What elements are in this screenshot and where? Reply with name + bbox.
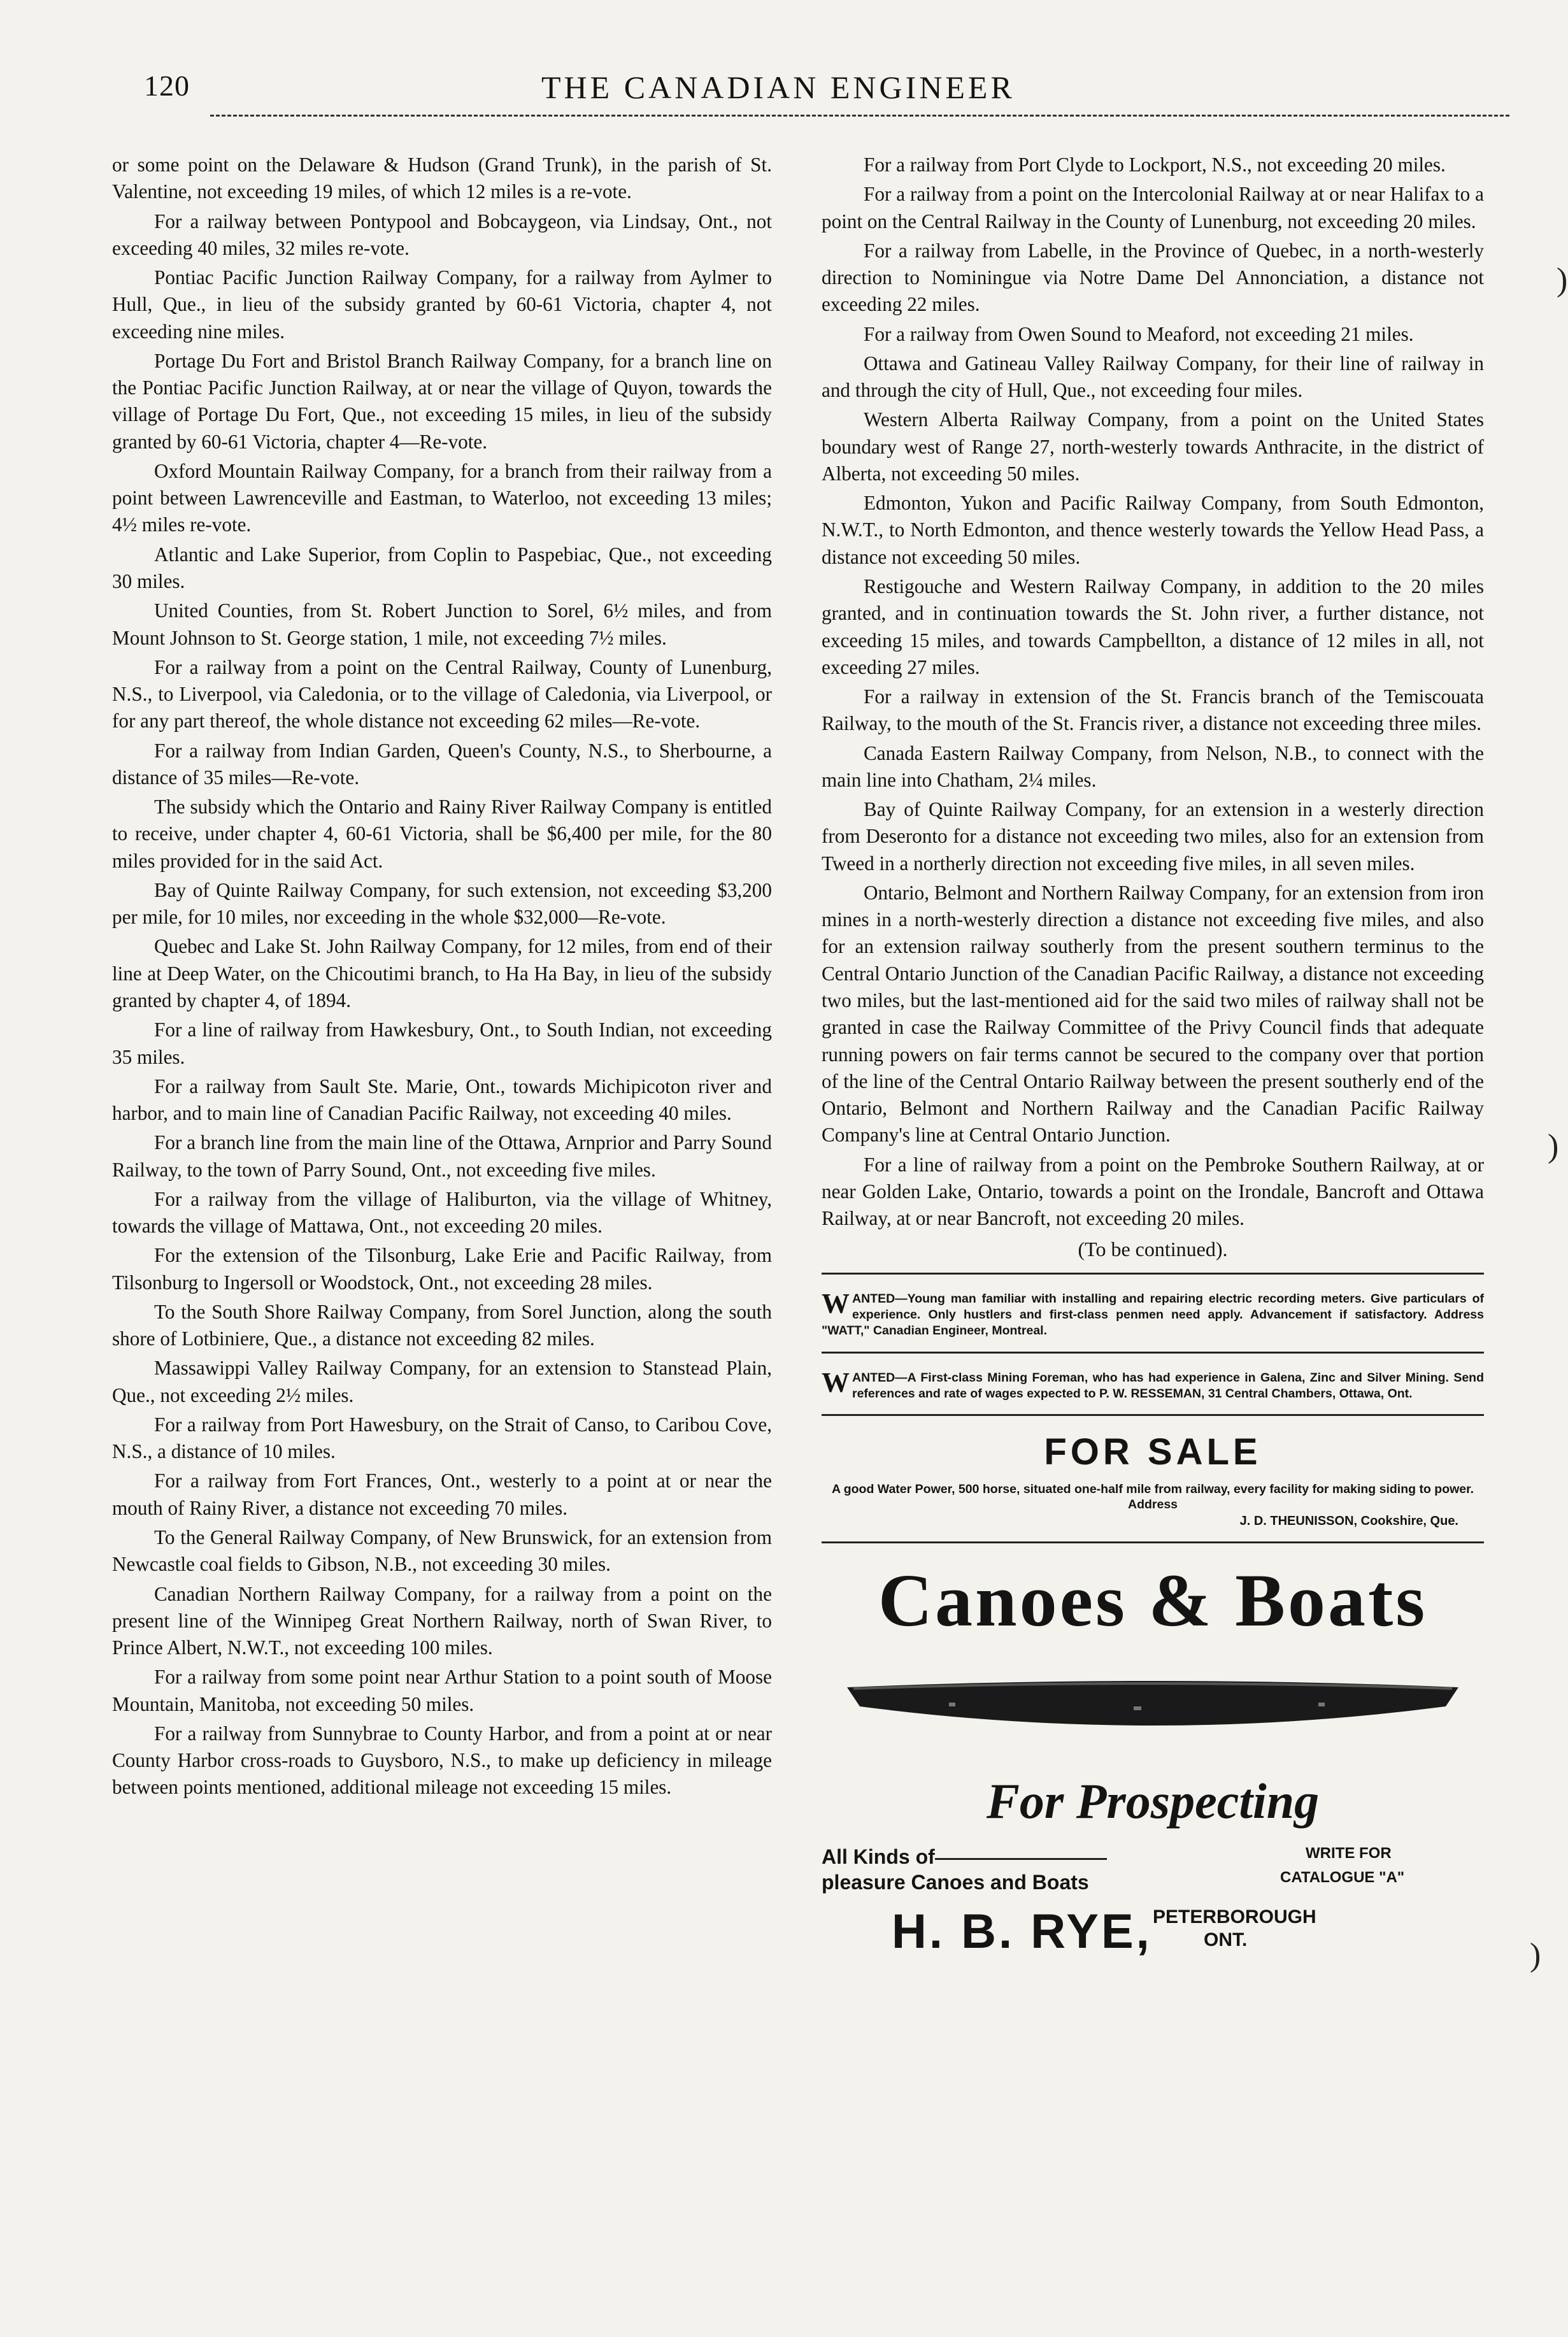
kinds-text: All Kinds of: [822, 1845, 935, 1869]
paragraph: For a railway from the village of Haliburton, via the village of Whitney, towards the village of Mattawa, Ont., not exceeding 20 miles.: [112, 1187, 772, 1238]
divider: [822, 1352, 1484, 1354]
paragraph: Portage Du Fort and Bristol Branch Railway Company, for a branch line on the Pontiac Pacific Junction Railway, at or near the village of Quyon, towards the village of Portage Du Fort, Que., not exceeding 15 miles, in lieu of the subsidy granted by 60-61 Victoria, chapter 4—Re-vote.: [112, 349, 772, 453]
canoes-details: [822, 1843, 1484, 1894]
kinds-line: [822, 1843, 1107, 1871]
continued-note: (To be continued).: [1078, 1238, 1228, 1261]
maker-name: H. B. RYE,: [892, 1905, 1152, 1959]
paragraph: For a branch line from the main line of the Ottawa, Arnprior and Parry Sound Railway, to the town of Parry Sound, Ont., not exceeding five miles.: [112, 1131, 772, 1181]
maker-province: ONT.: [1204, 1929, 1248, 1951]
paragraph: Quebec and Lake St. John Railway Company, for 12 miles, from end of their line at Deep Water, on the Chicoutimi branch, to Ha Ha Bay, in lieu of the subsidy granted by chapter 4, of 1894.: [112, 935, 772, 1011]
paragraph: Oxford Mountain Railway Company, for a branch from their railway from a point between Lawrenceville and Eastman, to Waterloo, not exceeding 13 miles; 4½ miles re-vote.: [112, 459, 772, 536]
paragraph: Pontiac Pacific Junction Railway Company, for a railway from Aylmer to Hull, Que., in lieu of the subsidy granted by 60-61 Victoria, chapter 4, not exceeding nine miles.: [112, 266, 772, 343]
paragraph: United Counties, from St. Robert Junction to Sorel, 6½ miles, and from Mount Johnson to St. George station, 1 mile, not exceeding 7½ miles.: [112, 599, 772, 649]
paragraph: For a railway from Fort Frances, Ont., westerly to a point at or near the mouth of Rainy River, a distance not exceeding 70 miles.: [112, 1469, 772, 1519]
canoes-ad: [822, 1550, 1484, 1964]
page-number: 120: [144, 69, 190, 102]
maker-line: [822, 1899, 1484, 1963]
canoes-subtitle: For Prospecting: [986, 1773, 1320, 1829]
paragraph: Canada Eastern Railway Company, from Nelson, N.B., to connect with the main line into Chatham, 2¼ miles.: [822, 741, 1484, 791]
paragraph: or some point on the Delaware & Hudson (Grand Trunk), in the parish of St. Valentine, not exceeding 19 miles, of which 12 miles is a re-vote.: [112, 154, 772, 203]
fill-rule: [935, 1858, 1107, 1860]
wanted-ad-mining: [822, 1359, 1484, 1410]
paragraph: For a railway from Indian Garden, Queen's County, N.S., to Sherbourne, a distance of 35 miles—Re-vote.: [112, 739, 772, 789]
wanted-ad-text: ANTED—A First-class Mining Foreman, who has had experience in Galena, Zinc and Silver Mining. Send references and rate of wages expected to P. W. RESSEMAN, 31 Central Chambers, Ottawa, Ont.: [852, 1370, 1484, 1401]
paragraph: For a railway from some point near Arthur Station to a point south of Moose Mountain, Manitoba, not exceeding 50 miles.: [112, 1666, 772, 1715]
pleasure-line: pleasure Canoes and Boats: [822, 1871, 1089, 1894]
paragraph: For a railway in extension of the St. Francis branch of the Temiscouata Railway, to the mouth of the St. Francis river, a distance not exceeding three miles.: [822, 685, 1484, 735]
for-sale-ad: [822, 1427, 1484, 1529]
left-column: [112, 152, 772, 1804]
paragraph: Canadian Northern Railway Company, for a railway from a point on the present line of the Winnipeg Great Northern Railway, north of Swan River, to Prince Albert, N.W.T., not exceeding 100 miles.: [112, 1582, 772, 1659]
paragraph: For a railway from Labelle, in the Province of Quebec, in a north-westerly direction to Nominingue via Notre Dame Del Annonciation, a distance not exceeding 22 miles.: [822, 239, 1484, 316]
paragraph: For a railway from Port Clyde to Lockport, N.S., not exceeding 20 miles.: [864, 154, 1446, 176]
paragraph: Edmonton, Yukon and Pacific Railway Company, from South Edmonton, N.W.T., to North Edmonton, and thence westerly towards the Yellow Head Pass, a distance not exceeding 50 miles.: [822, 492, 1484, 568]
paragraph: Atlantic and Lake Superior, from Coplin to Paspebiac, Que., not exceeding 30 miles.: [112, 543, 772, 592]
write-for: WRITE FOR: [1306, 1845, 1392, 1862]
paragraph: For the extension of the Tilsonburg, Lake Erie and Pacific Railway, from Tilsonburg to Ingersoll or Woodstock, Ont., not exceeding 28 miles.: [112, 1244, 772, 1294]
margin-mark: ): [1548, 1128, 1559, 1164]
running-title: THE CANADIAN ENGINEER: [541, 69, 1015, 105]
paragraph: To the South Shore Railway Company, from Sorel Junction, along the south shore of Lotbiniere, Que., a distance not exceeding 82 miles.: [112, 1300, 772, 1350]
right-column: [822, 152, 1484, 1963]
paragraph: For a line of railway from Hawkesbury, Ont., to South Indian, not exceeding 35 miles.: [112, 1018, 772, 1068]
paragraph: Massawippi Valley Railway Company, for an extension to Stanstead Plain, Que., not exceeding 2½ miles.: [112, 1357, 772, 1406]
paragraph: Restigouche and Western Railway Company, in addition to the 20 miles granted, and in continuation towards the St. John river, a further distance, not exceeding 15 miles, and towards Campbellton, a distance of 12 miles in all, not exceeding 27 miles.: [822, 575, 1484, 678]
paragraph: To the General Railway Company, of New Brunswick, for an extension from Newcastle coal fields to Gibson, N.B., not exceeding 30 miles.: [112, 1526, 772, 1576]
divider: [822, 1273, 1484, 1275]
paragraph: Ottawa and Gatineau Valley Railway Company, for their line of railway in and through the city of Hull, Que., not exceeding four miles.: [822, 352, 1484, 402]
paragraph: For a railway from a point on the Intercolonial Railway at or near Halifax to a point on the Central Railway in the County of Lunenburg, not exceeding 20 miles.: [822, 183, 1484, 232]
maker-city: PETERBOROUGH: [1153, 1906, 1316, 1928]
drop-initial: W: [822, 1287, 850, 1319]
paragraph: Bay of Quinte Railway Company, for an extension in a westerly direction from Deseronto for a distance not exceeding two miles, also for an extension from Tweed in a northerly direction not exceeding five miles, in all seven miles.: [822, 798, 1484, 875]
paragraph: Ontario, Belmont and Northern Railway Company, for an extension from iron mines in a north-westerly direction a distance not exceeding five miles, and also for an extension railway southerly from the present southern terminus to the Central Ontario Junction of the Canadian Pacific Railway, a distance not exceeding two miles, but the last-mentioned aid for the said two miles of railway shall not be granted in case the Railway Committee of the Privy Council finds that adequate running powers on fair terms cannot be secured to the company over that portion of the line of the Central Ontario Railway between the present southerly end of the Ontario, Belmont and Northern Railway and the Canadian Pacific Railway Company's line at Central Ontario Junction.: [822, 881, 1484, 1147]
paragraph: For a railway between Pontypool and Bobcaygeon, via Lindsay, Ont., not exceeding 40 miles, 32 miles re-vote.: [112, 210, 772, 259]
margin-mark: ): [1530, 1937, 1541, 1973]
divider: [822, 1414, 1484, 1416]
paragraph: Bay of Quinte Railway Company, for such extension, not exceeding $3,200 per mile, for 10 miles, nor exceeding in the whole $32,000—Re-vote.: [112, 878, 772, 929]
canoes-title: Canoes & Boats: [878, 1558, 1428, 1642]
paragraph: For a line of railway from a point on the Pembroke Southern Railway, at or near Golden Lake, Ontario, towards a point on the Irondale, Bancroft and Ottawa Railway, at or near Bancroft, not exceeding 20 miles.: [822, 1153, 1484, 1230]
for-sale-title: FOR SALE: [1044, 1431, 1262, 1473]
wanted-ad-text: ANTED—Young man familiar with installing and repairing electric recording meters. Give particulars of experience. Only hustlers and first-class penmen need apply. Advancement if satisfactory. Address "WATT," Canadian Engineer, Montreal.: [822, 1291, 1484, 1338]
divider: [822, 1541, 1484, 1543]
for-sale-body: A good Water Power, 500 horse, situated one-half mile from railway, every facility for making siding to power. Address: [831, 1482, 1474, 1512]
catalogue: CATALOGUE "A": [1280, 1869, 1405, 1887]
paragraph: For a railway from Sault Ste. Marie, Ont., towards Michipicoton river and harbor, and to main line of Canadian Pacific Railway, not exceeding 40 miles.: [112, 1075, 772, 1125]
paragraph: Western Alberta Railway Company, from a point on the United States boundary west of Range 27, north-westerly towards Anthracite, in the district of Alberta, not exceeding 50 miles.: [822, 408, 1484, 485]
paragraph: For a railway from Owen Sound to Meaford, not exceeding 21 miles.: [864, 322, 1414, 345]
canoe-illustration: [834, 1662, 1471, 1751]
wanted-ad-electric: [822, 1280, 1484, 1347]
for-sale-address: J. D. THEUNISSON, Cookshire, Que.: [1239, 1513, 1458, 1528]
margin-mark: ): [1557, 262, 1568, 298]
paragraph: For a railway from Port Hawesbury, on the Strait of Canso, to Caribou Cove, N.S., a distance of 10 miles.: [112, 1413, 772, 1463]
drop-initial: W: [822, 1366, 850, 1398]
paragraph: For a railway from a point on the Central Railway, County of Lunenburg, N.S., to Liverpool, via Caledonia, or to the village of Caledonia, via Liverpool, or for any part thereof, the whole distance not exceeding 62 miles—Re-vote.: [112, 655, 772, 733]
header-rule: [210, 115, 1509, 123]
paragraph: For a railway from Sunnybrae to County Harbor, and from a point at or near County Harbor cross-roads to Guysboro, N.S., to make up deficiency in mileage between points mentioned, additional mileage not exceeding 15 miles.: [112, 1722, 772, 1799]
paragraph: The subsidy which the Ontario and Rainy River Railway Company is entitled to receive, under chapter 4, 60-61 Victoria, shall be $6,400 per mile, for the 80 miles provided for in the said Act.: [112, 796, 772, 872]
